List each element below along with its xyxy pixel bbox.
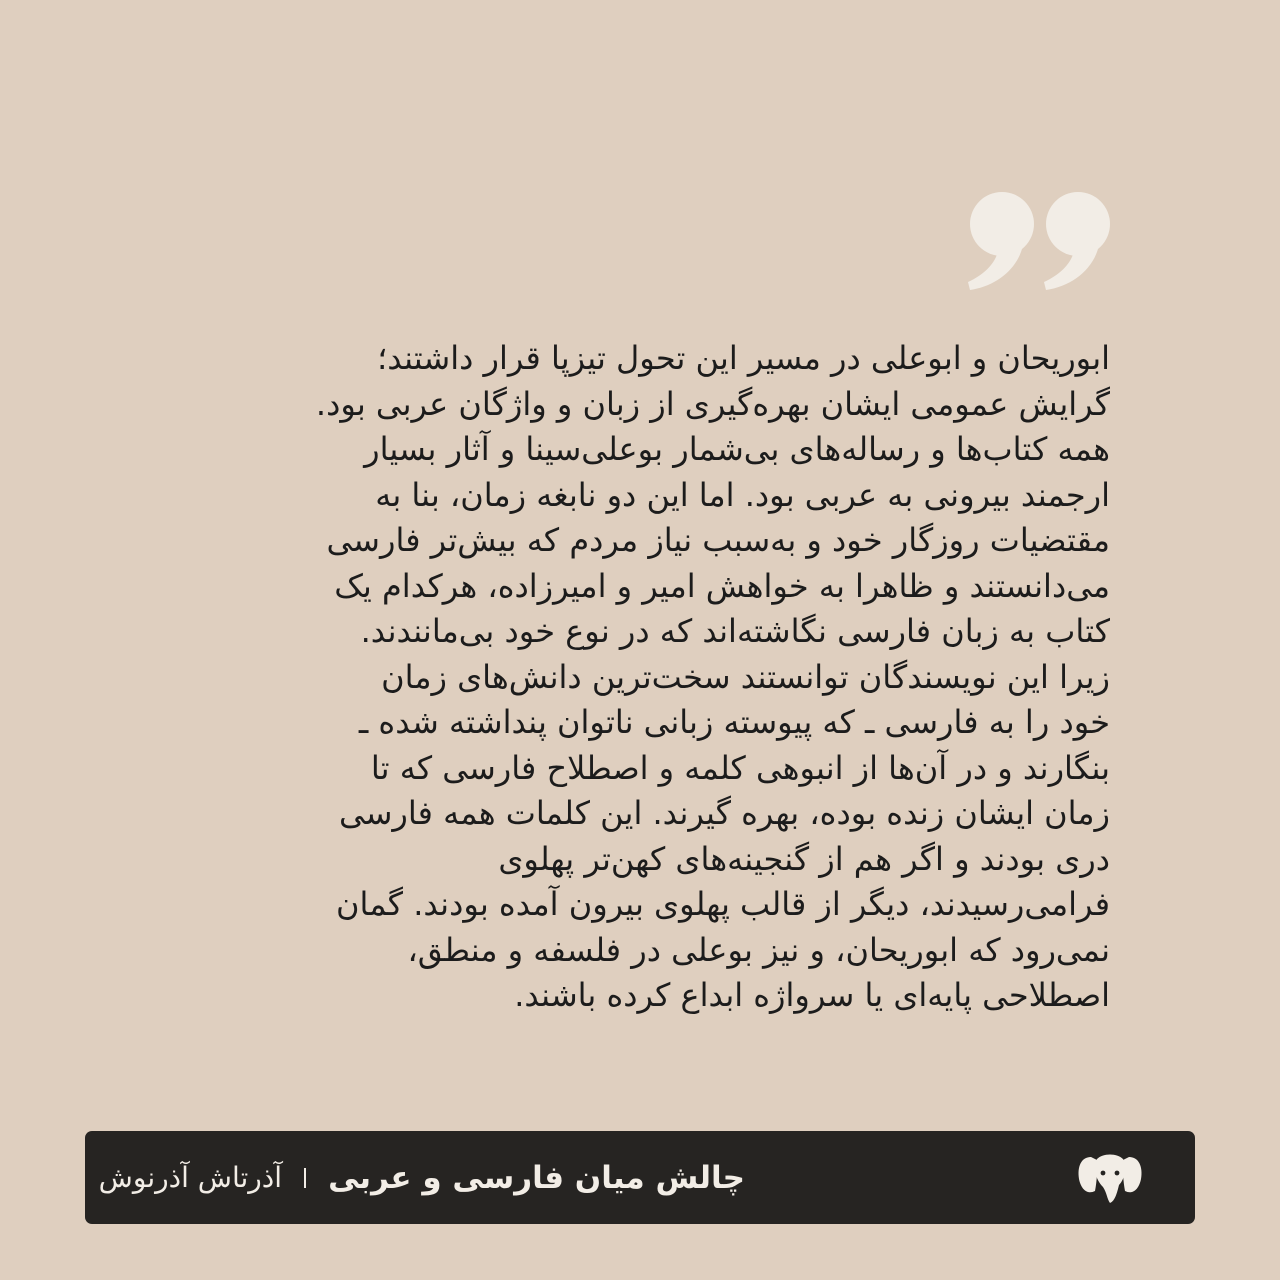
quote-line: نمی‌رود که ابوریحان، و نیز بوعلی در فلسفه و منطق، bbox=[407, 930, 1110, 969]
author-name: آذرتاش آذرنوش bbox=[98, 1161, 283, 1194]
quote-line: بنگارند و در آن‌ها از انبوهی کلمه و اصطلاح فارسی که تا bbox=[370, 748, 1110, 787]
footer-caption bbox=[99, 1131, 745, 1224]
quote-mark-icon bbox=[962, 186, 1112, 292]
quote-line: همه کتاب‌ها و رساله‌های بی‌شمار بوعلی‌سینا و آثار بسیار bbox=[364, 430, 1110, 468]
quote-line: می‌دانستند و ظاهرا به خواهش امیر و امیرزاده، هرکدام یک bbox=[334, 566, 1110, 605]
footer-bar bbox=[85, 1131, 1195, 1224]
quote-line: دری بودند و اگر هم از گنجینه‌های کهن‌تر پهلوی bbox=[498, 839, 1110, 878]
footer-divider bbox=[304, 1168, 306, 1188]
quote-line: مقتضیات روزگار خود و به‌سبب نیاز مردم که بیش‌تر فارسی bbox=[326, 521, 1110, 559]
book-title: چالش میان فارسی و عربی bbox=[328, 1159, 745, 1196]
quote-line: ارجمند بیرونی به عربی بود. اما این دو نابغه زمان، بنا به bbox=[375, 475, 1110, 514]
quote-line: فرامی‌رسیدند، دیگر از قالب پهلوی بیرون آمده بودند. گمان bbox=[336, 885, 1110, 923]
quote-line: زمان ایشان زنده بوده، بهره گیرند. این کلمات همه فارسی bbox=[338, 794, 1110, 832]
quote-line: ابوریحان و ابوعلی در مسیر این تحول تیزپا قرار داشتند؛ bbox=[377, 339, 1110, 377]
quote-line: کتاب به زبان فارسی نگاشته‌اند که در نوع خود بی‌مانندند. bbox=[360, 612, 1110, 650]
quote-line: زیرا این نویسندگان توانستند سخت‌ترین دانش‌های زمان bbox=[381, 657, 1110, 696]
quote-line: اصطلاحی پایه‌ای یا سرواژه ابداع کرده باشند. bbox=[514, 976, 1110, 1014]
quote-line: گرایش عمومی ایشان بهره‌گیری از زبان و واژگان عربی بود. bbox=[315, 384, 1110, 423]
quote-line: خود را به فارسی ـ که پیوسته زبانی ناتوان پنداشته شده ـ bbox=[358, 703, 1110, 741]
elephant-logo-icon bbox=[1077, 1151, 1143, 1205]
quote-text bbox=[160, 336, 1110, 1019]
